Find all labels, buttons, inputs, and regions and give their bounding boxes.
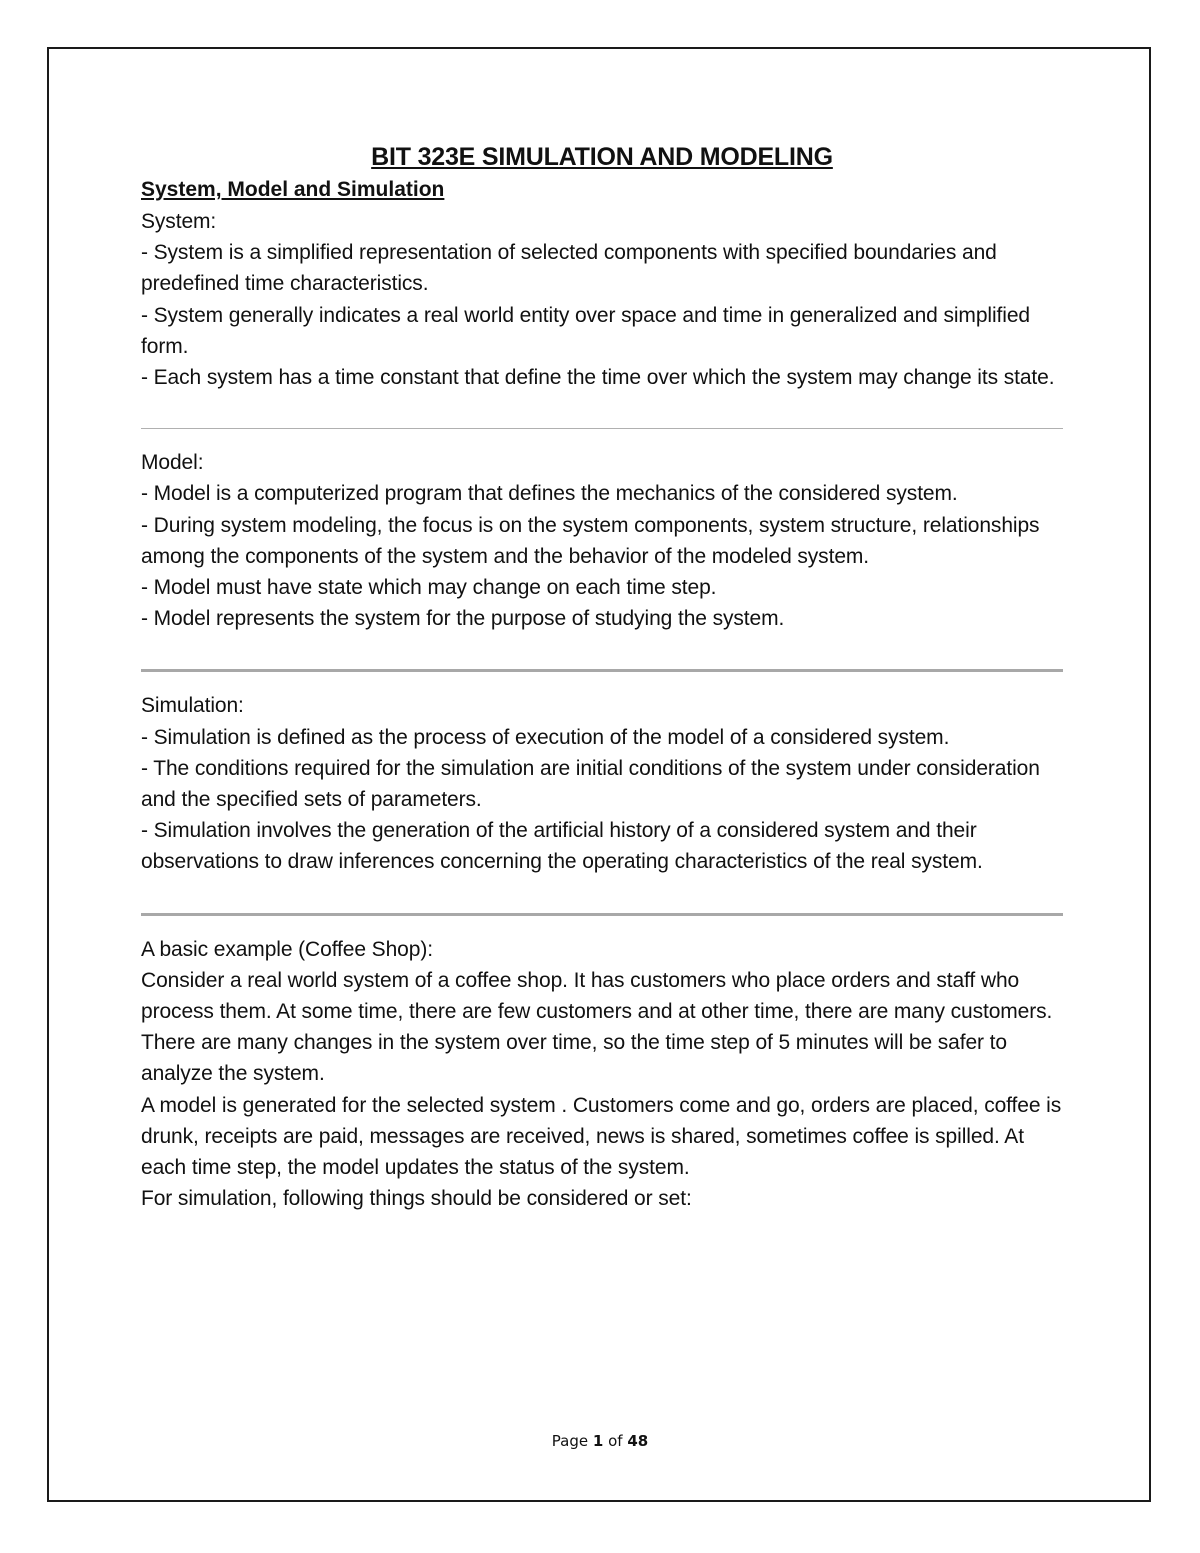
example-section — [141, 934, 1063, 1215]
footer-current-page: 1 — [592, 1432, 604, 1450]
example-paragraph: Consider a real world system of a coffee shop. It has customers who place orders and staff who process them. At some time, there are few customers and at other time, there are many customers. There are many changes in the system over time, so the time step of 5 minutes will be safer to analyze the system. — [141, 968, 1053, 1086]
section-heading: System, Model and Simulation — [141, 178, 445, 201]
example-paragraph: For simulation, following things should be considered or set: — [141, 1187, 692, 1211]
system-section — [141, 206, 1063, 393]
document-title: BIT 323E SIMULATION AND MODELING — [371, 143, 833, 171]
footer-page-word: Page — [551, 1432, 589, 1450]
model-point: - Model represents the system for the purpose of studying the system. — [141, 607, 785, 631]
model-point: - Model is a computerized program that defines the mechanics of the considered system. — [141, 482, 958, 506]
footer-total-pages: 48 — [627, 1432, 649, 1450]
model-point: - During system modeling, the focus is on the system components, system structure, relationships among the components of the system and the behavior of the modeled system. — [141, 513, 1040, 568]
model-point: - Model must have state which may change on each time step. — [141, 576, 717, 600]
document-body — [141, 140, 1063, 1214]
simulation-point: - Simulation involves the generation of the artificial history of a considered system and their observations to draw inferences concerning the operating characteristics of the real system. — [141, 819, 983, 874]
footer-of-word: of — [608, 1432, 623, 1450]
system-label: System: — [141, 210, 217, 233]
model-section — [141, 447, 1063, 634]
system-point: - System generally indicates a real world entity over space and time in generalized and simplified form. — [141, 303, 1030, 358]
example-label: A basic example (Coffee Shop): — [141, 937, 433, 961]
simulation-label: Simulation: — [141, 694, 244, 718]
model-label: Model: — [141, 451, 204, 475]
simulation-point: - The conditions required for the simulation are initial conditions of the system under consideration and the specified sets of parameters. — [141, 756, 1040, 812]
page-footer — [0, 1432, 1200, 1450]
example-paragraph: A model is generated for the selected system . Customers come and go, orders are placed, coffee is drunk, receipts are paid, messages are received, news is shared, sometimes coffee is spilled. At each time step, the model updates the status of the system. — [141, 1093, 1062, 1180]
simulation-section — [141, 690, 1063, 877]
system-point: - System is a simplified representation of selected components with specified boundaries and predefined time characteristics. — [141, 241, 997, 296]
simulation-point: - Simulation is defined as the process of execution of the model of a considered system. — [141, 725, 950, 749]
system-point: - Each system has a time constant that define the time over which the system may change its state. — [141, 366, 1055, 390]
